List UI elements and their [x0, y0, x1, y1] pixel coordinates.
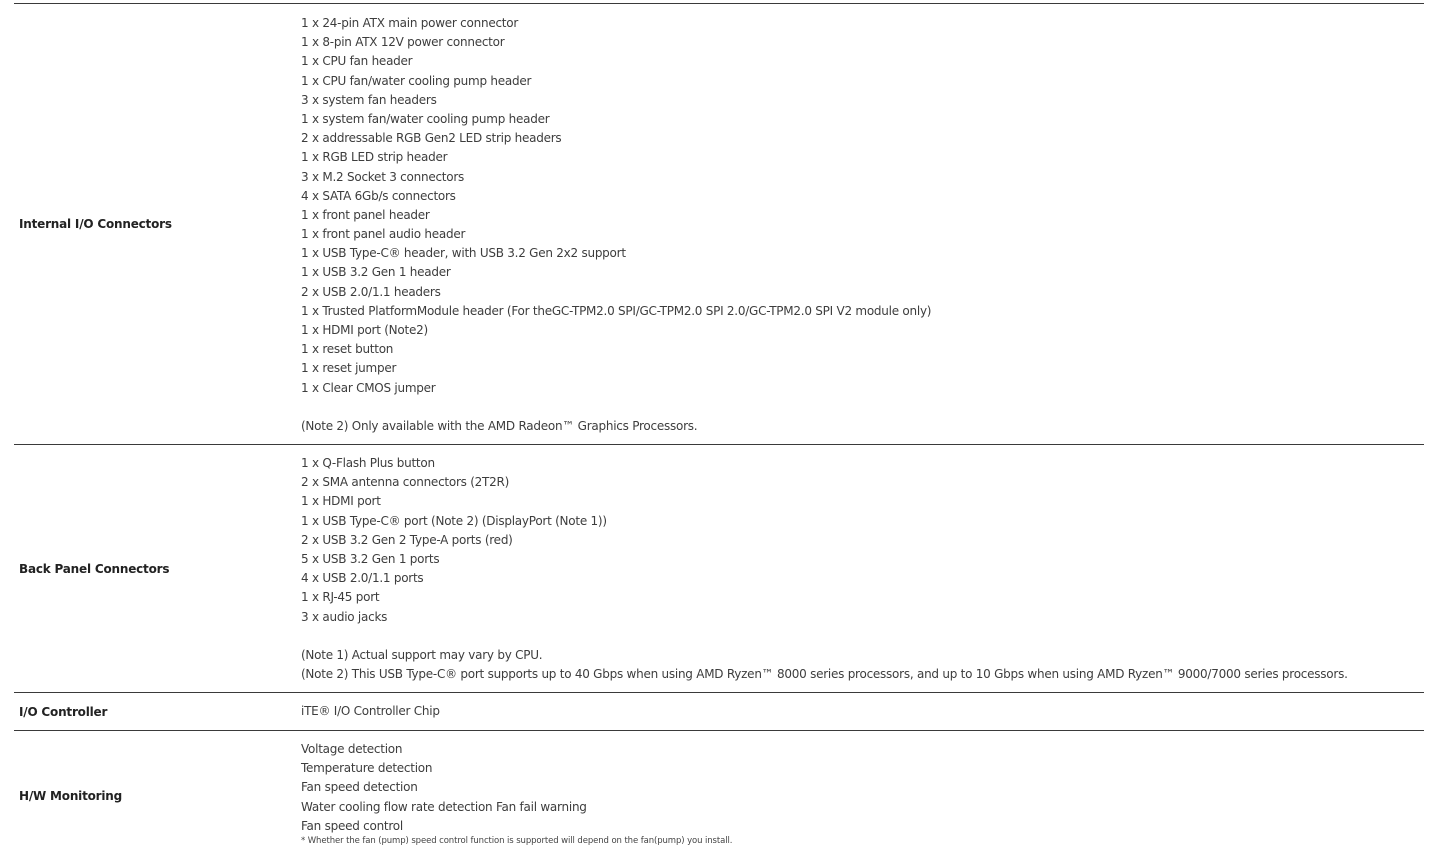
spec-item: 2 x SMA antenna connectors (2T2R) — [301, 475, 510, 490]
spec-item: 1 x reset jumper — [301, 361, 397, 376]
spec-item: 2 x USB 3.2 Gen 2 Type-A ports (red) — [301, 532, 513, 547]
spec-item: 1 x front panel audio header — [301, 227, 466, 242]
spec-item: 1 x CPU fan header — [301, 54, 413, 69]
spec-item: 1 x RGB LED strip header — [301, 150, 448, 165]
spec-item: 1 x 24-pin ATX main power connector — [301, 16, 519, 30]
spec-values — [301, 445, 1348, 692]
spec-item: 1 x CPU fan/water cooling pump header — [301, 73, 532, 88]
spec-values — [301, 4, 931, 444]
spec-values — [301, 731, 732, 860]
spec-item: 1 x system fan/water cooling pump header — [301, 111, 550, 126]
spec-note: (Note 2) Only available with the AMD Radeon™ Graphics Processors. — [301, 418, 698, 433]
spec-item: Fan speed detection — [301, 780, 418, 795]
spec-item: 3 x system fan headers — [301, 92, 437, 107]
spec-item: 1 x Trusted PlatformModule header (For theGC-TPM2.0 SPI/GC-TPM2.0 SPI 2.0/GC-TPM2.0 SPI V2 module only) — [301, 303, 932, 318]
spec-item: 1 x USB Type-C® header, with USB 3.2 Gen 2x2 support — [301, 246, 626, 261]
spec-row-io-controller — [14, 692, 1424, 730]
spec-label: H/W Monitoring — [19, 788, 123, 803]
spec-table — [14, 3, 1424, 860]
spec-item: 1 x USB 3.2 Gen 1 header — [301, 265, 451, 280]
spec-label: I/O Controller — [19, 704, 108, 719]
spec-item: 3 x audio jacks — [301, 609, 388, 624]
spec-row-hw-monitoring — [14, 730, 1424, 860]
spec-label: Back Panel Connectors — [19, 561, 170, 576]
spec-item: 1 x USB Type-C® port (Note 2) (DisplayPort (Note 1)) — [301, 513, 607, 528]
spec-item: 1 x HDMI port (Note2) — [301, 323, 428, 337]
spec-row-internal-io-connectors — [14, 3, 1424, 444]
spec-item: 4 x USB 2.0/1.1 ports — [301, 571, 424, 586]
spec-item: 3 x M.2 Socket 3 connectors — [301, 169, 465, 184]
spec-item: iTE® I/O Controller Chip — [301, 704, 440, 718]
spec-item: 1 x 8-pin ATX 12V power connector — [301, 35, 505, 50]
spec-item: 1 x Q-Flash Plus button — [301, 456, 435, 470]
spacer — [301, 398, 931, 417]
spec-item: 4 x SATA 6Gb/s connectors — [301, 188, 456, 203]
spec-item: 2 x USB 2.0/1.1 headers — [301, 284, 441, 299]
spec-note: (Note 2) This USB Type-C® port supports up to 40 Gbps when using AMD Ryzen™ 8000 series processors, and up to 10 Gbps when using AMD Ryzen™ 9000/7000 series processors. — [301, 667, 1348, 682]
spec-item: 1 x HDMI port — [301, 494, 381, 509]
spec-item: Water cooling flow rate detection Fan fail warning — [301, 799, 587, 814]
spec-label: Internal I/O Connectors — [19, 217, 172, 231]
spec-item: Voltage detection — [301, 742, 403, 756]
spec-item: 1 x front panel header — [301, 207, 430, 222]
spec-item: 1 x Clear CMOS jumper — [301, 380, 436, 395]
spec-values — [301, 693, 440, 730]
spec-row-back-panel-connectors — [14, 444, 1424, 692]
spec-footnote: * Whether the fan (pump) speed control function is supported will depend on the fan(pump) you install. — [301, 835, 733, 846]
spec-note: (Note 1) Actual support may vary by CPU. — [301, 647, 543, 662]
spec-item: 1 x reset button — [301, 342, 394, 357]
spacer — [301, 627, 1348, 646]
spec-item: Temperature detection — [301, 761, 433, 776]
spec-item: 2 x addressable RGB Gen2 LED strip headers — [301, 131, 562, 146]
spec-item: 5 x USB 3.2 Gen 1 ports — [301, 551, 440, 566]
spec-item: Fan speed control — [301, 818, 403, 833]
spec-item: 1 x RJ-45 port — [301, 590, 380, 605]
